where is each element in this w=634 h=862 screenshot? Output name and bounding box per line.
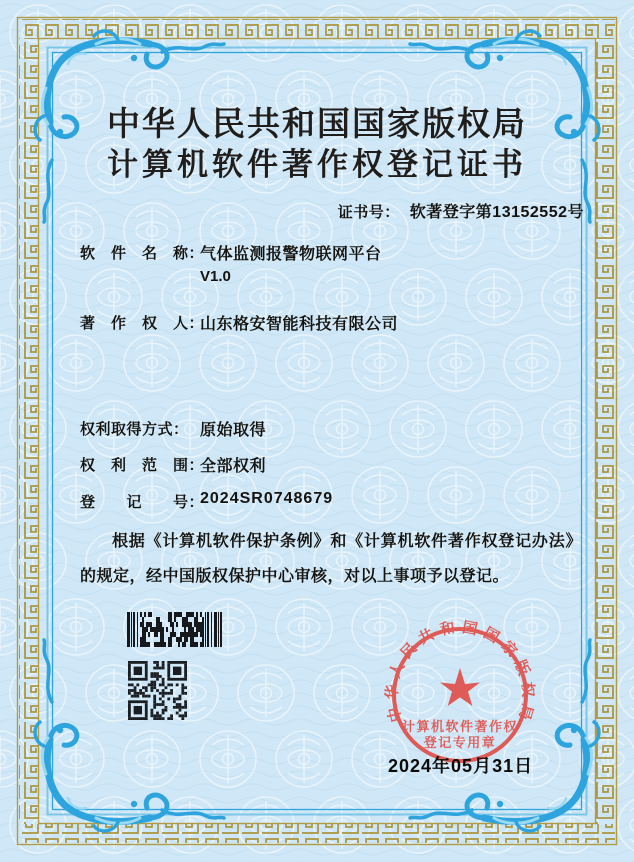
- issue-date: 2024年05月31日: [388, 756, 534, 776]
- barcode: [127, 612, 222, 647]
- seal-subtitle-line2: 登记专用章: [423, 735, 497, 750]
- acquisition-method-label: 权利取得方式：: [80, 421, 189, 438]
- software-name-label: 软 件 名 称：: [80, 245, 205, 262]
- rights-scope-value: 全部权利: [200, 458, 267, 475]
- qr-code: [128, 661, 187, 720]
- rights-scope-label: 权 利 范 围：: [80, 457, 205, 474]
- certificate-title: 计算机软件著作权登记证书: [107, 147, 527, 182]
- certificate-number-value: 软著登字第13152552号: [409, 204, 584, 221]
- issuer-title: 中华人民共和国国家版权局: [107, 107, 527, 143]
- software-name-value: [200, 241, 382, 285]
- copyright-owner-label: 著 作 权 人：: [80, 315, 205, 332]
- acquisition-method-value: 原始取得: [200, 422, 267, 439]
- seal-subtitle-line1: 计算机软件著作权: [401, 719, 519, 734]
- registration-number-label: 登 记 号：: [80, 494, 205, 511]
- software-version: V1.0: [200, 268, 231, 285]
- star-icon: [440, 668, 480, 706]
- registration-statement: 根据《计算机软件保护条例》和《计算机软件著作权登记办法》的规定，经中国版权保护中心审核，对以上事项予以登记。: [80, 533, 582, 585]
- software-name-line1: 气体监测报警物联网平台: [200, 246, 382, 263]
- copyright-owner-value: 山东格安智能科技有限公司: [200, 316, 399, 333]
- certificate-number: [338, 199, 584, 222]
- seal-ring-text: 中华人民共和国国家版权局: [383, 618, 537, 728]
- certificate-number-label: 证书号：: [337, 204, 400, 221]
- registration-number-value: 2024SR0748679: [200, 490, 334, 507]
